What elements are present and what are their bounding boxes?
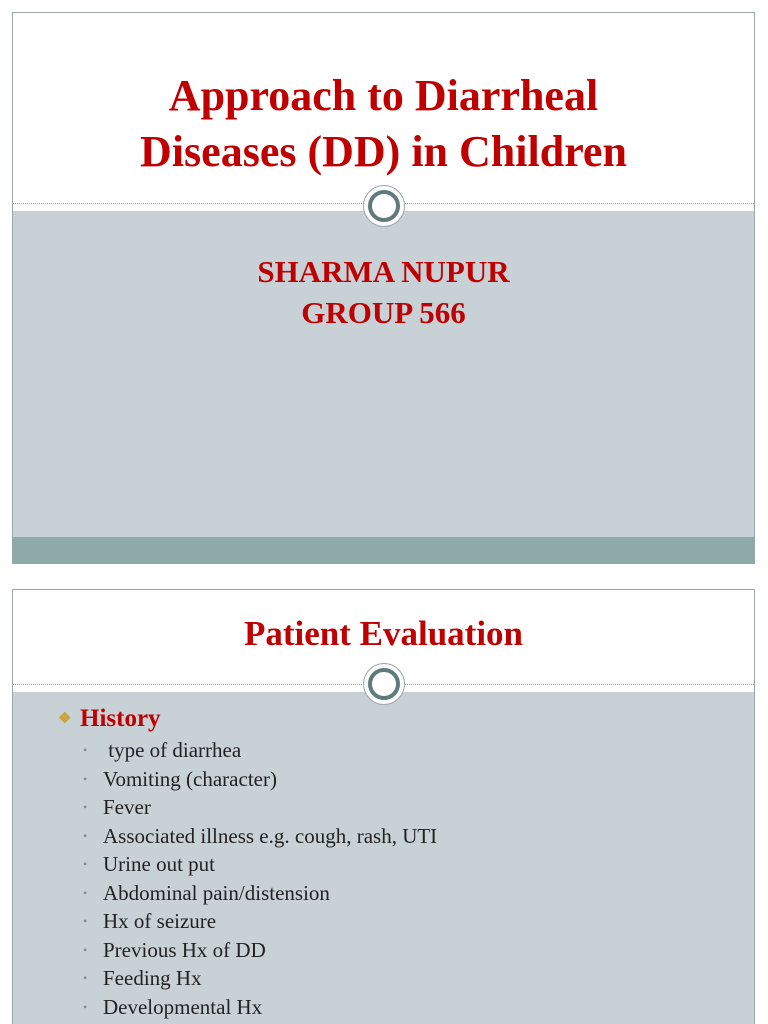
dot-bullet-icon: • bbox=[83, 828, 88, 843]
author-block bbox=[13, 251, 754, 333]
slide-title-text: Patient Evaluation bbox=[243, 614, 524, 653]
list-item-text: Feeding Hx bbox=[103, 966, 202, 990]
dot-bullet-icon: • bbox=[83, 999, 88, 1014]
footer-band bbox=[13, 537, 754, 564]
slide-patient-evaluation bbox=[12, 589, 755, 1024]
list-item-text: Vomiting (character) bbox=[103, 766, 277, 791]
dot-bullet-icon: • bbox=[83, 971, 88, 985]
dot-bullet-icon: • bbox=[83, 857, 88, 871]
dot-bullet-icon: • bbox=[83, 942, 88, 957]
list-item bbox=[83, 936, 437, 965]
section-heading bbox=[58, 704, 161, 734]
list-item bbox=[83, 736, 437, 765]
section-heading-label: History bbox=[80, 705, 161, 732]
dot-bullet-icon: • bbox=[83, 914, 88, 928]
group-number: GROUP 566 bbox=[301, 295, 466, 330]
author-name: SHARMA NUPUR bbox=[257, 254, 510, 289]
list-item-text: Associated illness e.g. cough, rash, UTI bbox=[103, 823, 438, 848]
dot-bullet-icon: • bbox=[83, 800, 88, 814]
ring-ornament-icon bbox=[363, 663, 405, 705]
list-item bbox=[83, 879, 437, 908]
list-item bbox=[83, 993, 437, 1022]
list-item-text: Fever bbox=[103, 795, 151, 819]
list-item-text: type of diarrhea bbox=[103, 738, 242, 762]
list-item-text: Previous Hx of DD bbox=[103, 937, 266, 962]
history-list bbox=[83, 736, 437, 1021]
diamond-cluster-bullet-icon: ❖ bbox=[58, 711, 72, 727]
list-item bbox=[83, 964, 437, 993]
dot-bullet-icon: • bbox=[83, 885, 88, 900]
ring-ornament-icon bbox=[363, 185, 405, 227]
list-item-text: Hx of seizure bbox=[103, 909, 217, 933]
title-area bbox=[13, 13, 754, 206]
list-item-text: Abdominal pain/distension bbox=[103, 880, 330, 905]
title-line-1: Approach to Diarrheal bbox=[168, 71, 599, 120]
list-item bbox=[83, 850, 437, 879]
list-item bbox=[83, 907, 437, 936]
list-item bbox=[83, 822, 437, 851]
dot-bullet-icon: • bbox=[83, 743, 88, 757]
list-item-text: Urine out put bbox=[103, 852, 215, 876]
list-item-text: Developmental Hx bbox=[103, 994, 263, 1019]
list-item bbox=[83, 765, 437, 794]
list-item bbox=[83, 793, 437, 822]
title-line-2: Diseases (DD) in Children bbox=[140, 127, 627, 176]
dot-bullet-icon: • bbox=[83, 771, 88, 786]
slide-title bbox=[12, 12, 755, 564]
slide-title-text bbox=[13, 68, 754, 180]
